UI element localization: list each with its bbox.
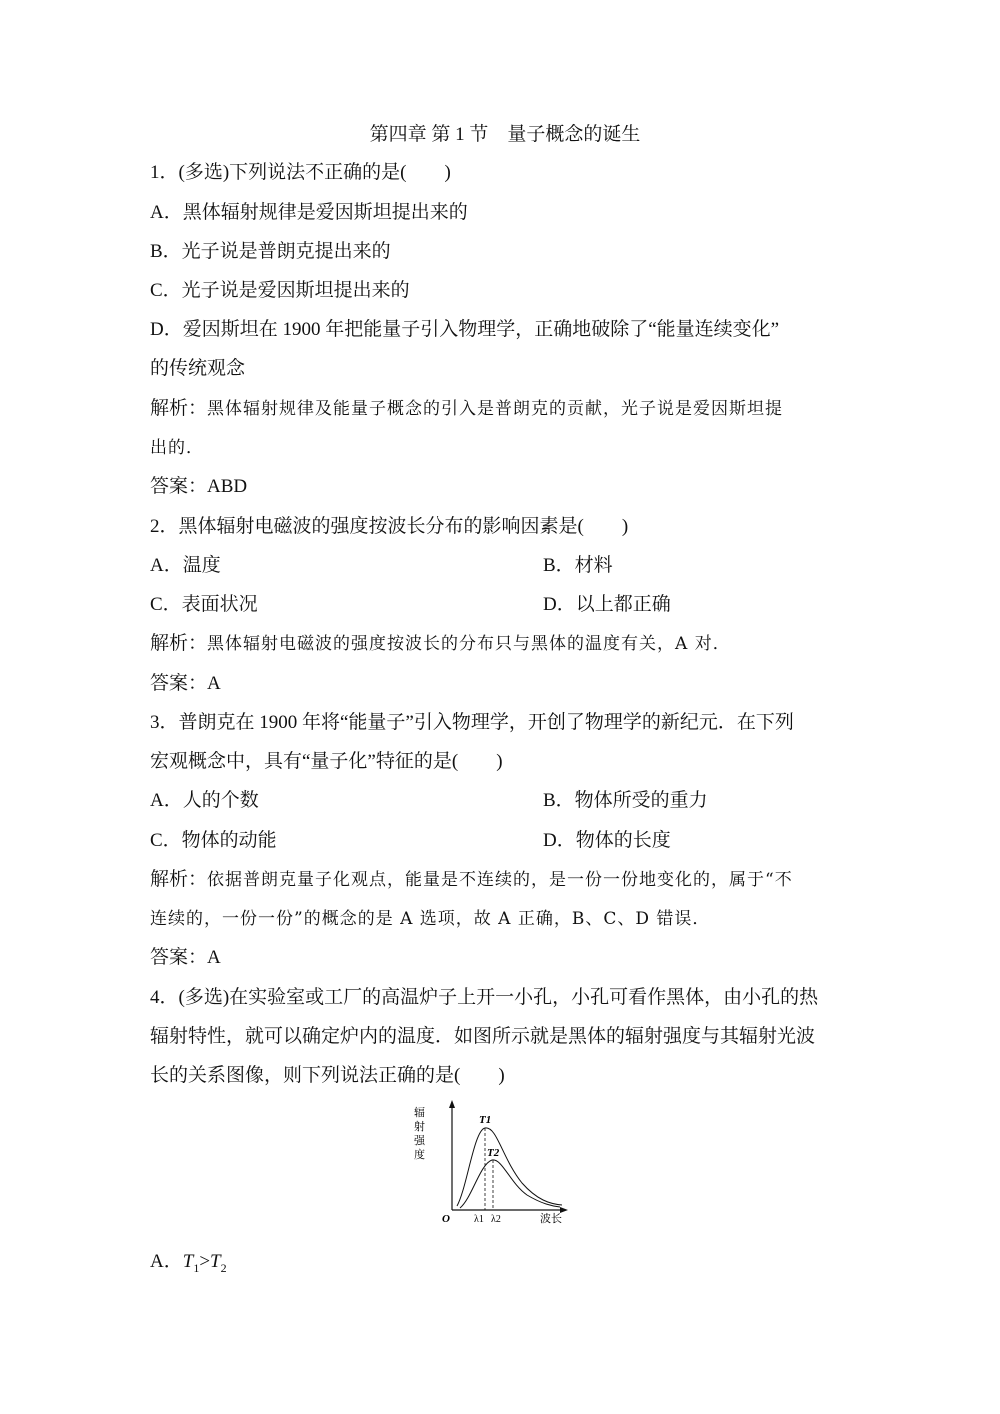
- q1-option-b: B．光子说是普朗克提出来的: [150, 241, 391, 262]
- svg-text:λ1: λ1: [474, 1214, 484, 1224]
- q2-option-d: D．以上都正确: [543, 594, 671, 615]
- q3-answer: 答案：A: [150, 947, 221, 968]
- q3-analysis-cont: 连续的，一份一份”的概念的是 A 选项，故 A 正确，B、C、D 错误．: [150, 909, 711, 929]
- analysis-label: 解析：: [150, 398, 208, 419]
- q2-option-c: C．表面状况: [150, 594, 258, 615]
- q3-option-b: B．物体所受的重力: [543, 790, 708, 811]
- analysis-text: 黑体辐射规律及能量子概念的引入是普朗克的贡献，光子说是爱因斯坦提: [207, 399, 784, 419]
- q3-stem: 3．普朗克在 1900 年将“能量子”引入物理学，开创了物理学的新纪元．在下列: [150, 712, 794, 733]
- svg-text:辐: 辐: [414, 1107, 425, 1119]
- svg-text:波长: 波长: [540, 1213, 562, 1224]
- q4-option-a: A．$T_1>T_2$: [150, 1251, 227, 1275]
- answer-value: ABD: [207, 476, 248, 497]
- q2-stem: 2．黑体辐射电磁波的强度按波长分布的影响因素是( ): [150, 516, 629, 537]
- q1-option-d: D．爱因斯坦在 1900 年把能量子引入物理学，正确地破除了“能量连续变化”: [150, 319, 780, 340]
- q3-option-a: A．人的个数: [150, 790, 259, 811]
- q4-stem: 4．(多选)在实验室或工厂的高温炉子上开一小孔，小孔可看作黑体，由小孔的热: [150, 987, 819, 1008]
- q4-stem-cont2: 长的关系图像，则下列说法正确的是( ): [150, 1065, 505, 1086]
- svg-text:度: 度: [414, 1149, 425, 1161]
- svg-text:射: 射: [414, 1121, 425, 1133]
- svg-text:O: O: [442, 1213, 450, 1224]
- svg-text:强: 强: [414, 1135, 425, 1147]
- q1-analysis: [150, 397, 783, 421]
- q3-option-c: C．物体的动能: [150, 830, 277, 851]
- q1-stem: 1．(多选)下列说法不正确的是( ): [150, 162, 451, 183]
- q2-option-a: A．温度: [150, 555, 221, 576]
- q1-answer: 答案：ABD: [150, 476, 248, 497]
- svg-text:T1: T1: [479, 1114, 492, 1126]
- svg-text:T2: T2: [487, 1147, 500, 1159]
- blackbody-radiation-figure: [402, 1098, 582, 1224]
- q1-option-c: C．光子说是爱因斯坦提出来的: [150, 280, 410, 301]
- q1-analysis-cont: 出的．: [150, 438, 204, 458]
- page-title: 第四章 第 1 节 量子概念的诞生: [369, 124, 641, 145]
- q3-stem-cont: 宏观概念中，具有“量子化”特征的是( ): [150, 751, 503, 772]
- q1-option-d-cont: 的传统观念: [150, 358, 246, 379]
- svg-text:λ2: λ2: [491, 1214, 501, 1224]
- q4-stem-cont1: 辐射特性，就可以确定炉内的温度．如图所示就是黑体的辐射强度与其辐射光波: [150, 1026, 816, 1047]
- q2-answer: 答案：A: [150, 673, 221, 694]
- q2-option-b: B．材料: [543, 555, 613, 576]
- q3-option-d: D．物体的长度: [543, 830, 671, 851]
- q2-analysis: 解析：黑体辐射电磁波的强度按波长的分布只与黑体的温度有关，A 对．: [150, 633, 731, 654]
- q3-analysis: 解析：依据普朗克量子化观点，能量是不连续的，是一份一份地变化的，属于“不: [150, 869, 793, 890]
- q1-option-a: A．黑体辐射规律是爱因斯坦提出来的: [150, 202, 468, 223]
